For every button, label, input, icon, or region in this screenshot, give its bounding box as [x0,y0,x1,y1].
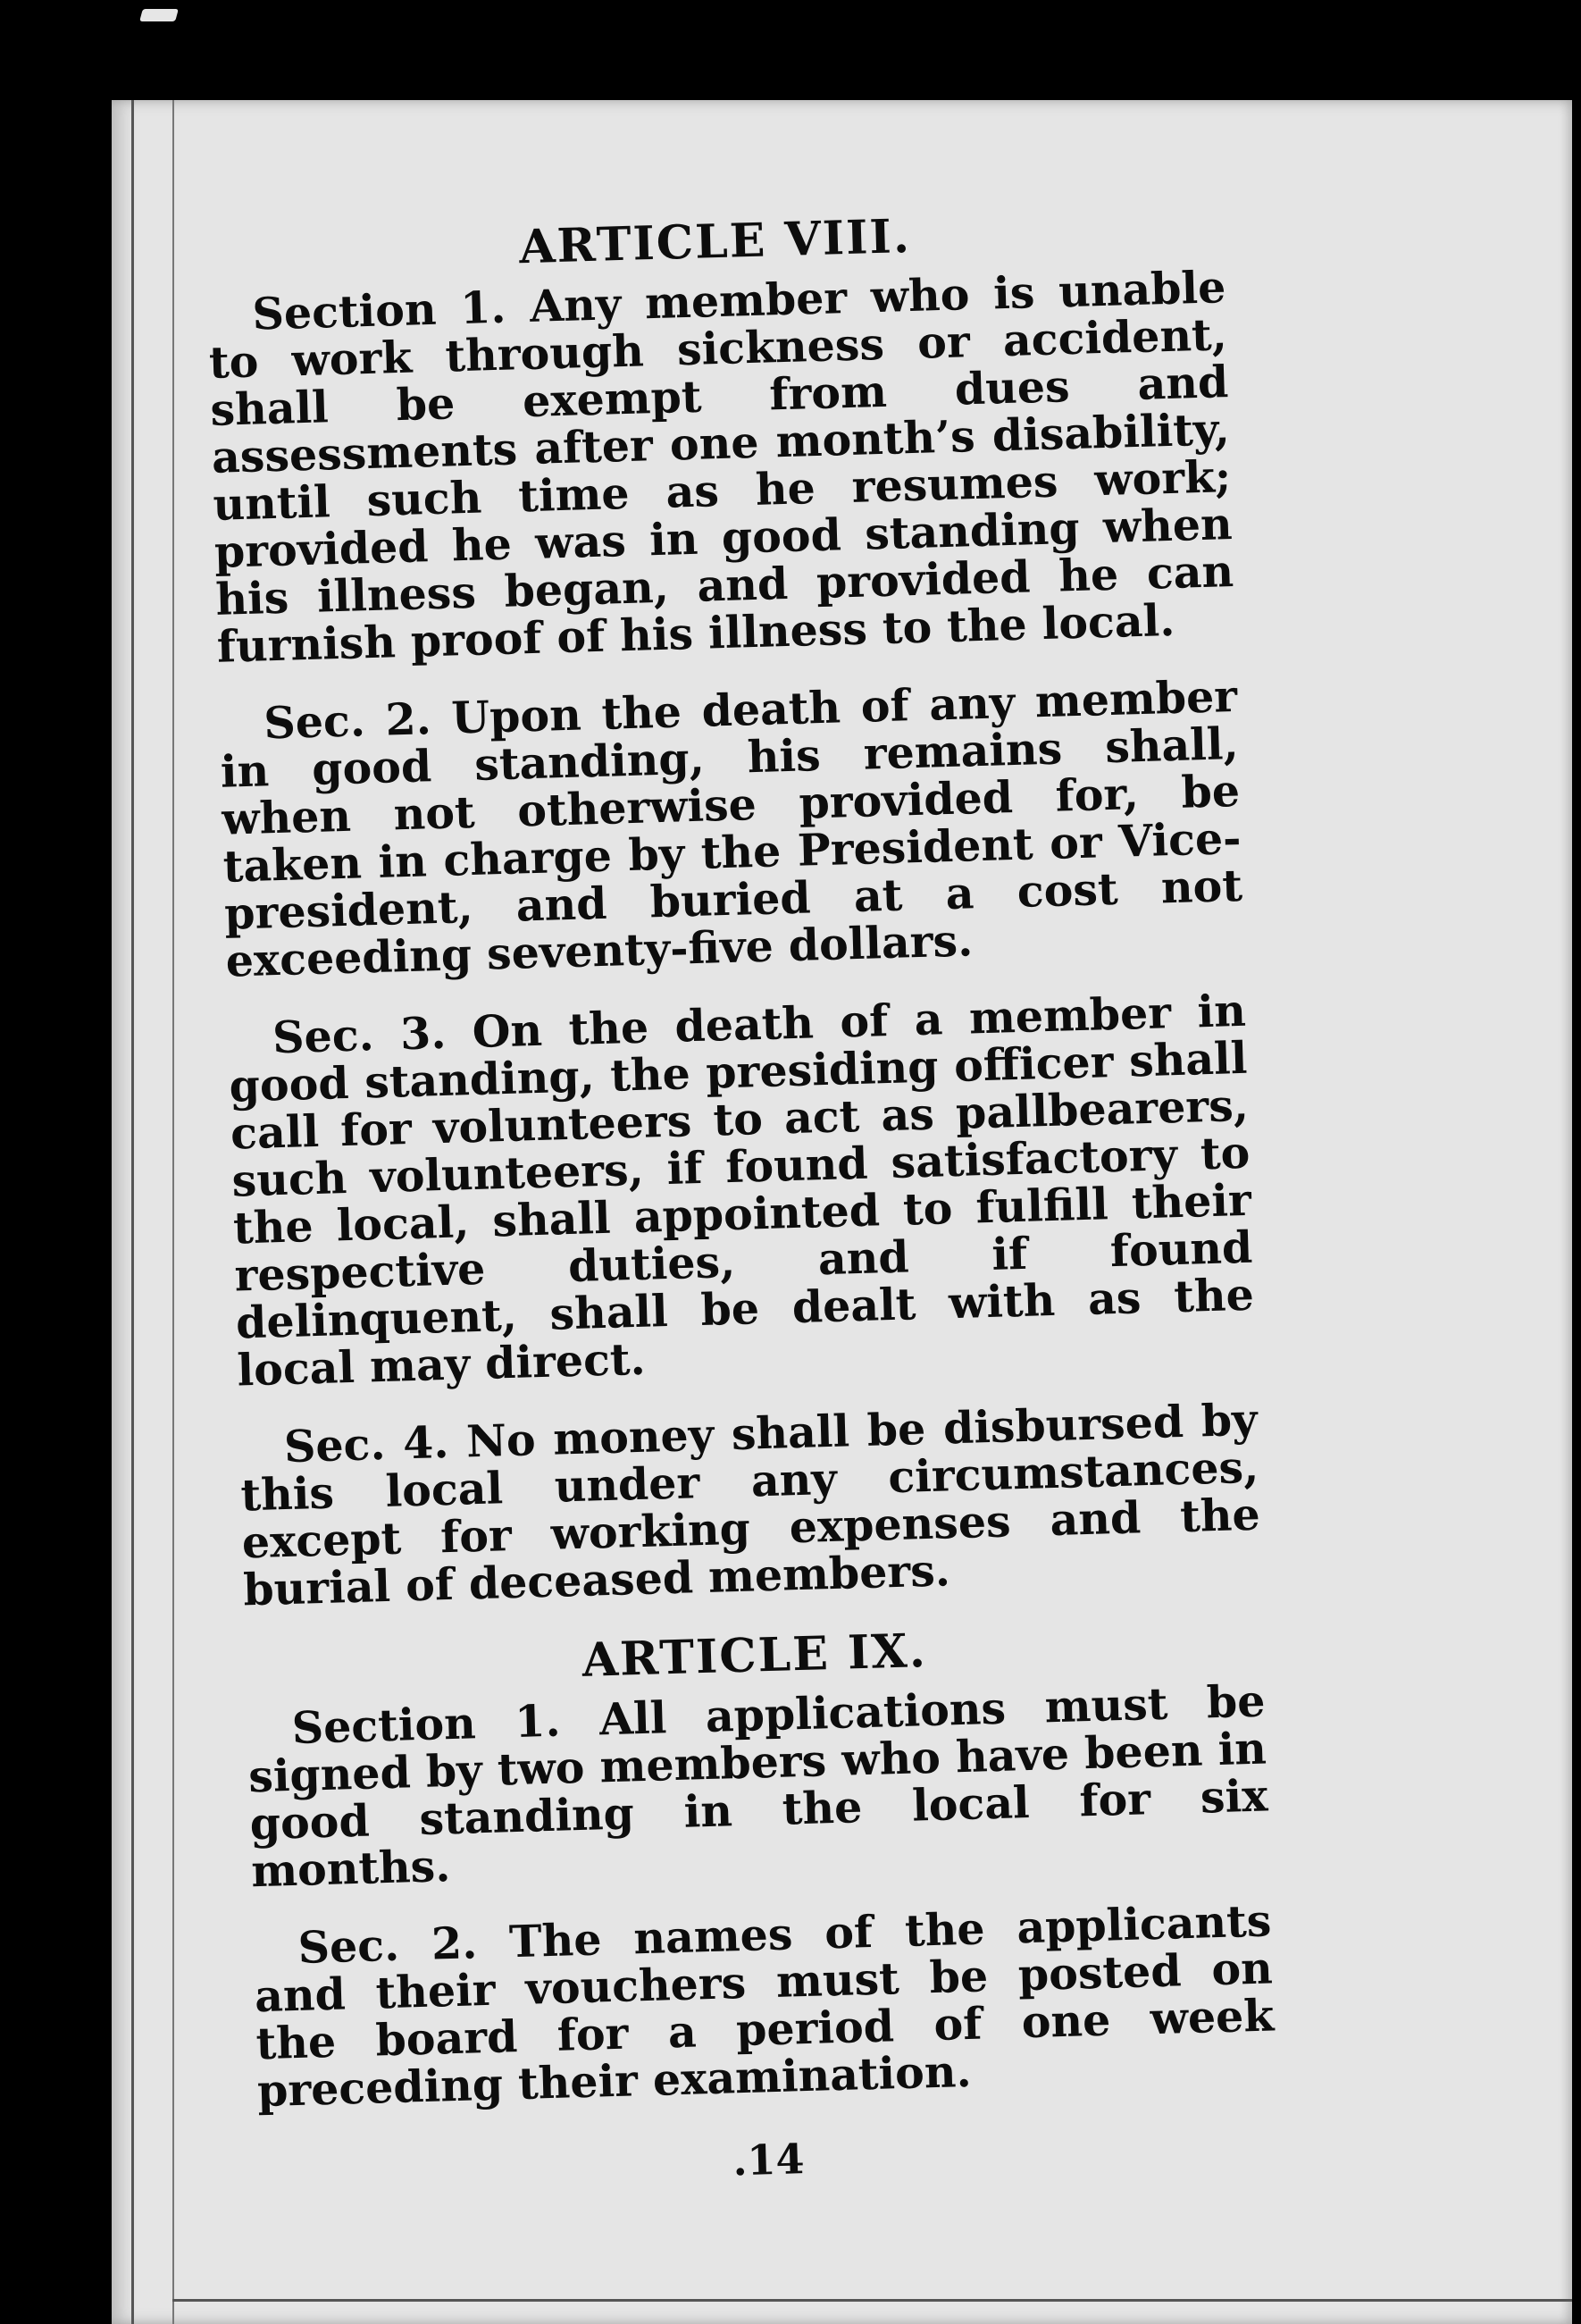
film-corner-mark [139,9,179,21]
article-8-section-4: Sec. 4. No money shall be disbursed by this local under any circumstances, except for working expenses and the burial of deceased members. [239,1393,1261,1616]
page-inner-edge-line [172,100,174,2324]
page-number: .14 [732,2135,806,2186]
article-9-heading: ARTICLE IX. [581,1623,928,1688]
article-8-section-2: Sec. 2. Upon the death of any member in good standing, his remains shall, when not otherwise provided for, be taken in charge by the President or Vice-president, and buried at a cost not exceeding seventy-five dollars. [220,669,1243,987]
page-text [205,204,1278,2198]
article-8-section-1: Section 1. Any member who is unable to work through sickness or accident, shall be exempt from dues and assessments after one month’s disability, until such time as he resumes work; provided he was in good standing when his illness began, and provided he can furnish proof of his illness to the local. [208,261,1234,673]
page-bottom-edge [172,2299,1572,2302]
article-9-section-1: Section 1. All applications must be signed by two members who have been in good standing in the local for six months. [247,1674,1269,1898]
article-8-section-3: Sec. 3. On the death of a member in good standing, the presiding officer shall call for volunteers to act as pallbearers, such volunteers, if found satisfactory to the local, shall appointed to fulfill their respective duties, and if found delinquent, shall be dealt with as the local may direct. [228,984,1255,1397]
article-8-heading: ARTICLE VIII. [518,208,912,275]
article-9-section-2: Sec. 2. The names of the applicants and their vouchers must be posted on the board for a period of one week preceding their examination. [254,1894,1275,2118]
page-edge-line [131,100,134,2324]
